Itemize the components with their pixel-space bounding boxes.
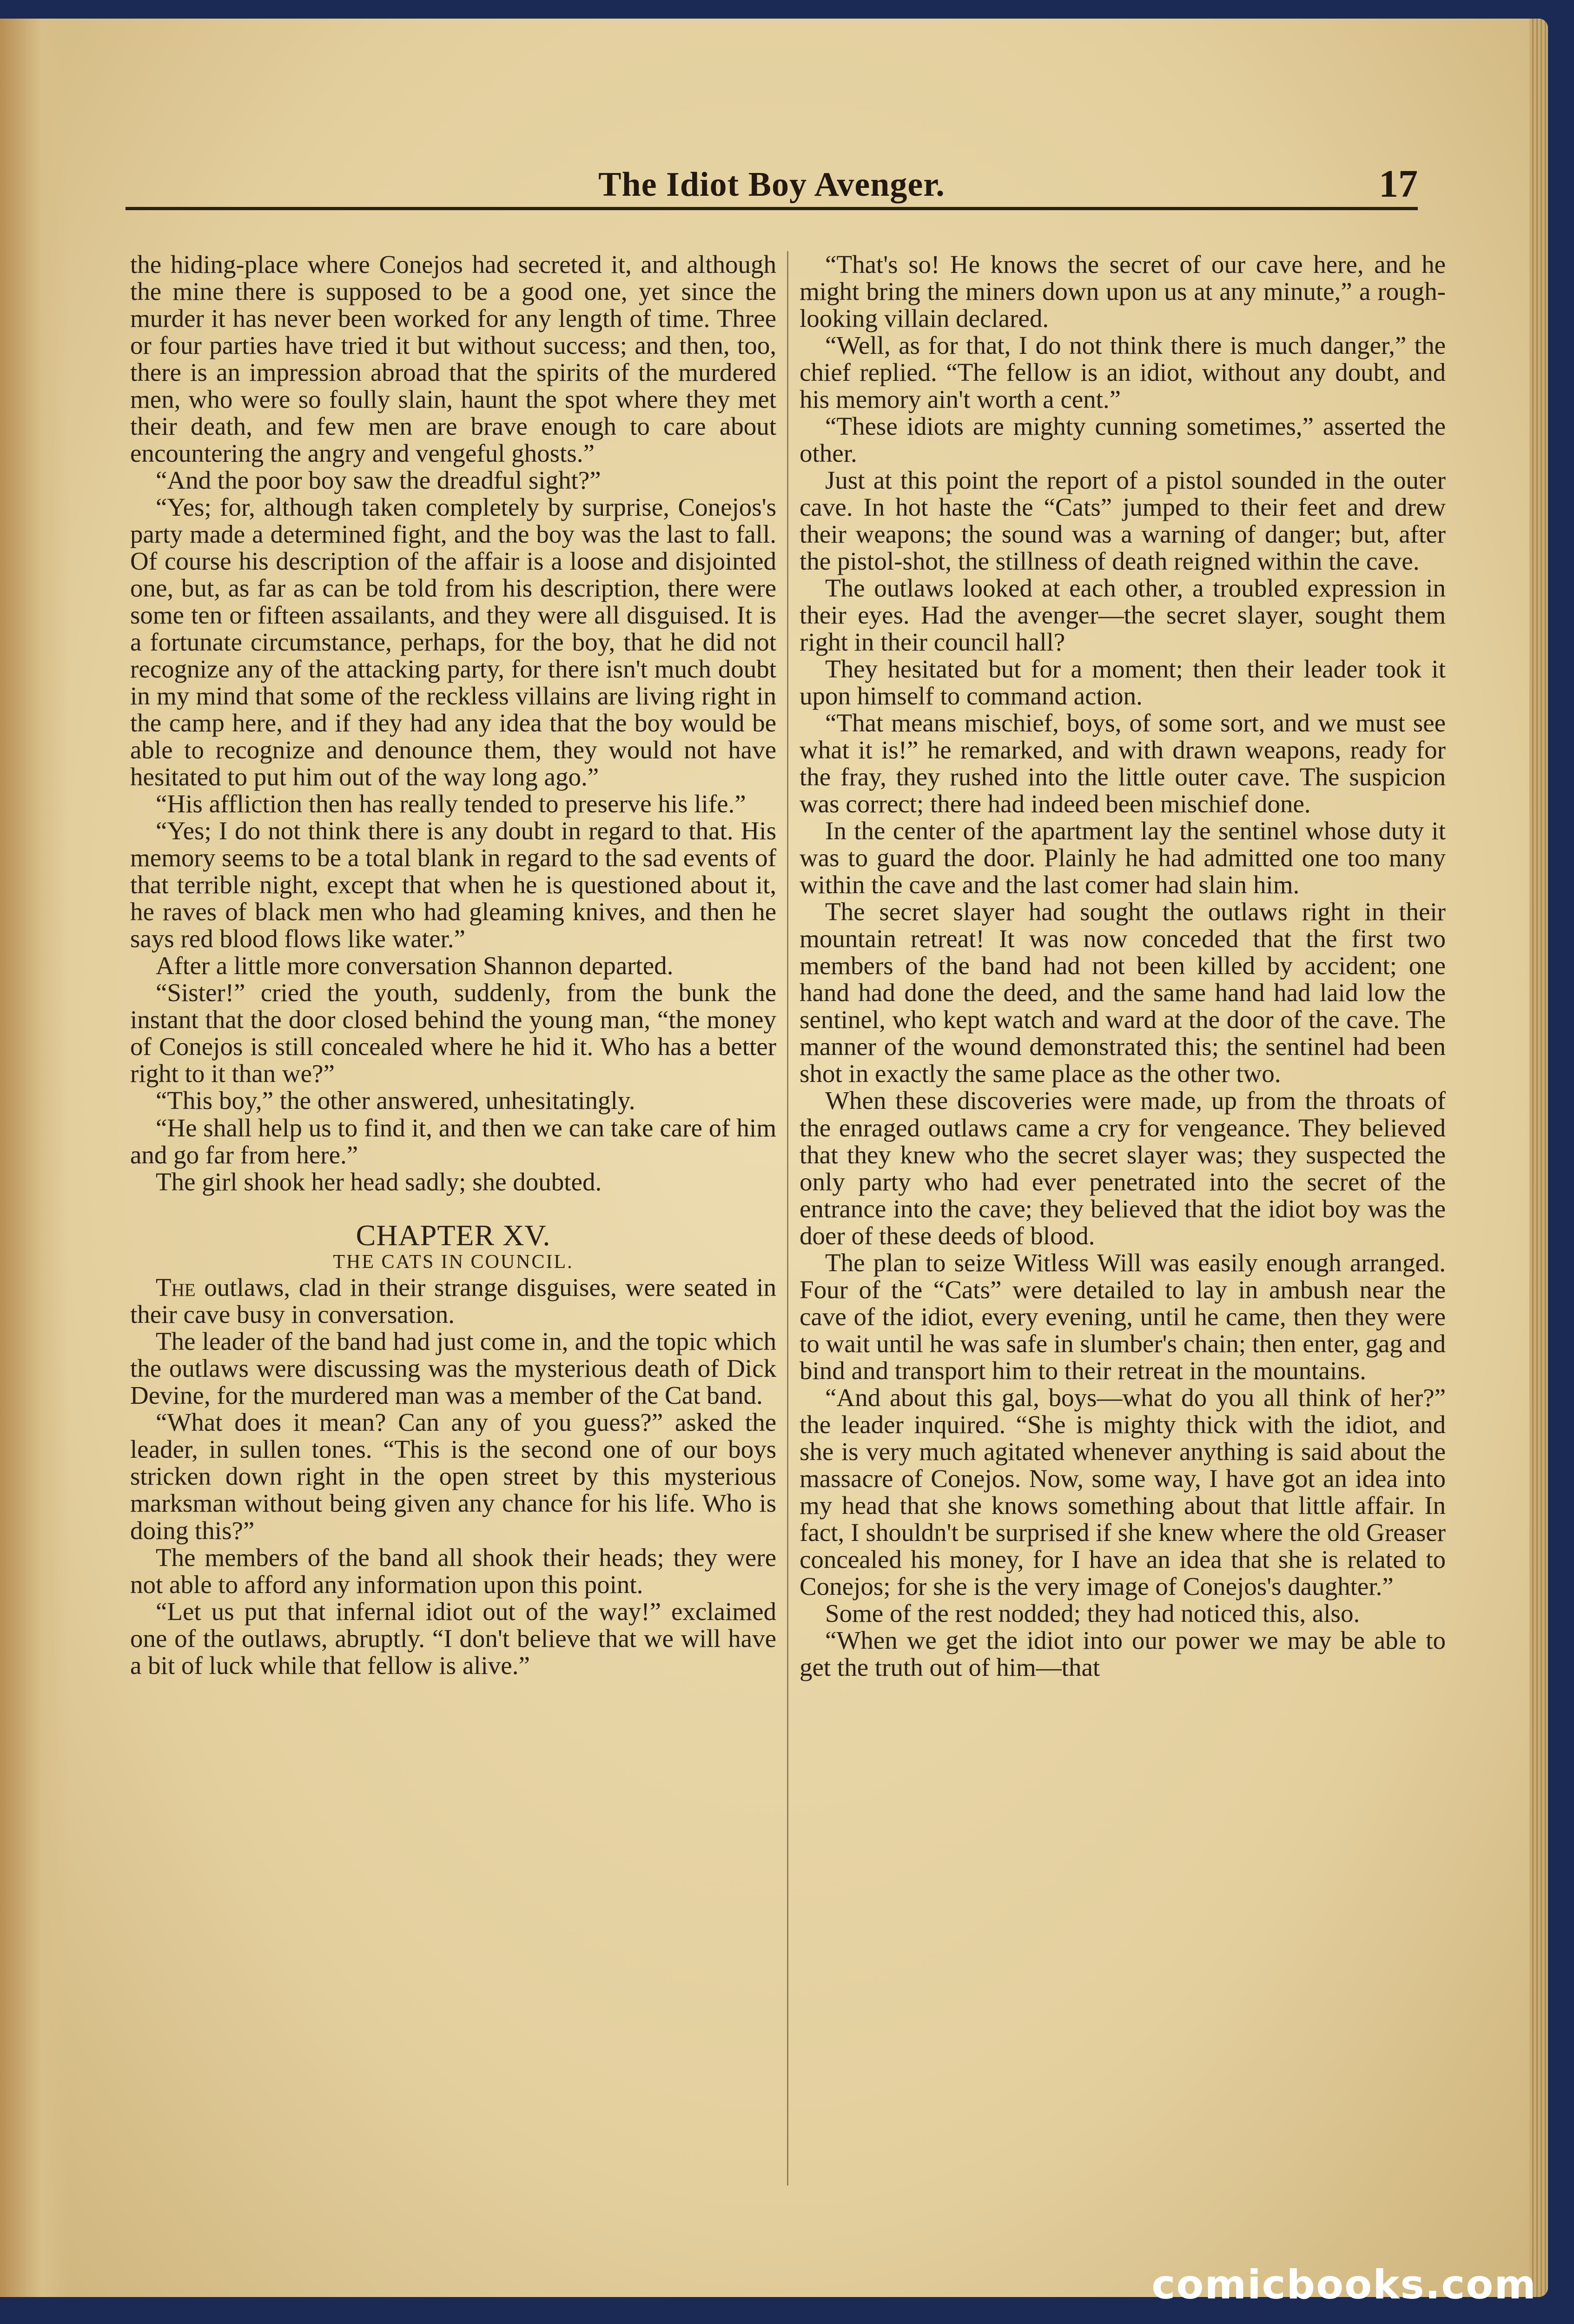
paragraph: When these discoveries were made, up from the throats of the enraged outlaws came a cry for vengeance. They believed that they knew who the secret slayer was; they suspected the only party who had ever penetrated into the secret of the entrance into the cave; they believed that the idiot boy was the doer of these deeds of blood.: [800, 1086, 1446, 1250]
paragraph: The secret slayer had sought the outlaws right in their mountain retreat! It was now conceded that the first two members of the band had not been killed by accident; one hand had done the deed, and the same hand had laid low the sentinel, who kept watch and ward at the door of the cave. The manner of the wound demonstrated this; the sentinel had been shot in exactly the same place as the other two.: [800, 897, 1446, 1088]
chapter-opening-paragraph: [130, 1274, 776, 1328]
page-gutter-shadow: [0, 19, 70, 2297]
paragraph: The leader of the band had just come in, and the topic which the outlaws were discussing was the mysterious death of Dick Devine, for the murdered man was a member of the Cat band.: [130, 1327, 776, 1410]
column-divider: [787, 251, 788, 2185]
running-title: The Idiot Boy Avenger.: [598, 166, 945, 204]
left-column: [130, 251, 776, 2185]
page-stack-edge: [1529, 19, 1548, 2297]
paragraph: “Sister!” cried the youth, suddenly, from the bunk the instant that the door closed behind the young man, “the money of Conejos is still concealed where he hid it. Who has a better right to it than we?”: [130, 978, 776, 1088]
paragraph: “Yes; for, although taken completely by surprise, Conejos's party made a determined fight, and the boy was the last to fall. Of course his description of the affair is a loose and disjointed one, but, as far as can be told from his description, there were some ten or fifteen assailants, and they were all disguised. It is a fortunate circumstance, perhaps, for the boy, that he did not recognize any of the attacking party, for there isn't much doubt in my mind that some of the reckless villains are living right in the camp here, and if they had any idea that the boy would be able to recognize and denounce them, they would not have hesitated to put him out of the way long ago.”: [130, 493, 776, 791]
paragraph: The members of the band all shook their heads; they were not able to afford any information upon this point.: [130, 1543, 776, 1599]
magazine-page: [0, 19, 1548, 2297]
paragraph: “He shall help us to find it, and then we can take care of him and go far from here.”: [130, 1113, 776, 1169]
watermark-text: comicbooks.com: [1151, 2262, 1537, 2308]
paragraph: The outlaws looked at each other, a troubled expression in their eyes. Had the avenger—the secret slayer, sought them right in their council hall?: [800, 574, 1446, 657]
paragraph: Just at this point the report of a pistol sounded in the outer cave. In hot haste the “Cats” jumped to their feet and drew their weapons; the sound was a warning of danger; but, after the pistol-shot, the stillness of death reigned within the cave.: [800, 466, 1446, 576]
paragraph: In the center of the apartment lay the sentinel whose duty it was to guard the door. Plainly he had admitted one too many within the cave and the last comer had slain him.: [800, 817, 1446, 899]
paragraph: The girl shook her head sadly; she doubted.: [156, 1167, 602, 1196]
paragraph: “And the poor boy saw the dreadful sight?”: [156, 466, 601, 495]
paragraph: Some of the rest nodded; they had noticed this, also.: [825, 1599, 1360, 1627]
paragraph: “And about this gal, boys—what do you all think of her?” the leader inquired. “She is mighty thick with the idiot, and she is very much agitated whenever anything is said about the massacre of Conejos. Now, some way, I have got an idea into my head that she knows something about that little affair. In fact, I shouldn't be surprised if she knew where the old Greaser concealed his money, for I have an idea that she is related to Conejos; for she is the very image of Conejos's daughter.”: [800, 1383, 1446, 1600]
chapter-first-paragraph-text: outlaws, clad in their strange disguises, were seated in their cave busy in conversation.: [130, 1273, 776, 1329]
chapter-first-word: The: [156, 1273, 196, 1302]
paragraph: “This boy,” the other answered, unhesitatingly.: [156, 1086, 635, 1115]
paragraph: “His affliction then has really tended to preserve his life.”: [156, 790, 746, 818]
paragraph: “Let us put that infernal idiot out of the way!” exclaimed one of the outlaws, abruptly. “I don't believe that we will have a bit of luck while that fellow is alive.”: [130, 1597, 776, 1680]
paragraph: They hesitated but for a moment; then their leader took it upon himself to command action.: [800, 655, 1446, 710]
paragraph: “That means mischief, boys, of some sort, and we must see what it is!” he remarked, and with drawn weapons, ready for the fray, they rushed into the little outer cave. The suspicion was correct; there had indeed been mischief done.: [800, 709, 1446, 818]
chapter-heading: CHAPTER XV.: [356, 1218, 551, 1252]
paragraph: the hiding-place where Conejos had secreted it, and although the mine there is supposed to be a good one, yet since the murder it has never been worked for any length of time. Three or four parties have tried it but without success; and then, too, there is an impression abroad that the spirits of the murdered men, who were so foully slain, haunt the spot where they met their death, and few men are brave enough to care about encountering the angry and vengeful ghosts.”: [130, 251, 776, 468]
paragraph: The plan to seize Witless Will was easily enough arranged. Four of the “Cats” were detailed to lay in ambush near the cave of the idiot, every evening, until he came, then they were to wait until he was safe in slumber's chain; then enter, gag and bind and transport him to their retreat in the mountains.: [800, 1248, 1446, 1385]
paragraph: “Well, as for that, I do not think there is much danger,” the chief replied. “The fellow is an idiot, without any doubt, and his memory ain't worth a cent.”: [800, 331, 1446, 414]
paragraph: “Yes; I do not think there is any doubt in regard to that. His memory seems to be a total blank in regard to the sad events of that terrible night, except that when he is questioned about it, he raves of black men who had gleaming knives, and then he says red blood flows like water.”: [130, 817, 776, 953]
running-header: [126, 137, 1418, 210]
paragraph: After a little more conversation Shannon departed.: [156, 951, 674, 980]
paragraph: “That's so! He knows the secret of our cave here, and he might bring the miners down upon us at any minute,” a rough-looking villain declared.: [800, 251, 1446, 333]
right-column: [800, 251, 1446, 2185]
paragraph: “What does it mean? Can any of you guess?” asked the leader, in sullen tones. “This is the second one of our boys stricken down right in the open street by this mysterious marksman without being given any chance for his life. Who is doing this?”: [130, 1408, 776, 1545]
paragraph: “When we get the idiot into our power we may be able to get the truth out of him—that: [800, 1626, 1446, 1681]
paragraph: “These idiots are mighty cunning sometimes,” asserted the other.: [800, 412, 1446, 468]
page-number: 17: [1379, 162, 1418, 206]
chapter-subtitle: THE CATS IN COUNCIL.: [333, 1251, 574, 1273]
